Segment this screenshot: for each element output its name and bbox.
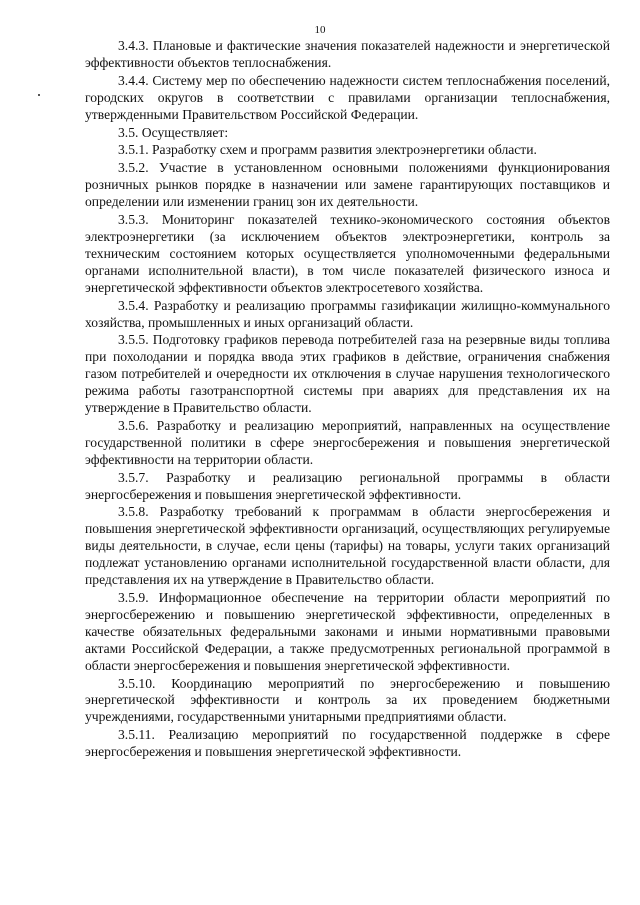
- paragraph-3-4-3: 3.4.3. Плановые и фактические значения показателей надежности и энергетической эффективности объектов теплоснабжения.: [85, 38, 610, 70]
- scan-speck: [38, 94, 40, 96]
- page-number: 10: [314, 24, 326, 36]
- document-body: [85, 38, 610, 761]
- paragraph-3-5: 3.5. Осуществляет:: [118, 124, 229, 140]
- paragraph-3-5-4: 3.5.4. Разработку и реализацию программы газификации жилищно-коммунального хозяйства, промышленных и иных организаций области.: [85, 297, 610, 330]
- paragraph-3-5-3: 3.5.3. Мониторинг показателей технико-экономического состояния объектов электроэнергетики (за исключением объектов электроэнергетики, контроль за техническим состоянием которых осуществляется уполномоченными федеральными органами исполнительной власти), в том числе показателей физического износа и энергетической эффективности объектов электросетевого хозяйства.: [85, 212, 610, 295]
- paragraph-3-5-2: 3.5.2. Участие в установленном основными положениями функционирования розничных рынков порядке в назначении или замене гарантирующих поставщиков и определении или изменении границ зон их деятельности.: [85, 160, 610, 210]
- paragraph-3-5-9: 3.5.9. Информационное обеспечение на территории области мероприятий по энергосбережению и повышению энергетической эффективности, определенных в качестве обязательных федеральными законами и иными нормативными правовыми актами Российской Федерации, а также предусмотренных региональной программой в области энергосбережения и повышения энергетической эффективности.: [85, 590, 610, 673]
- paragraph-3-5-10: 3.5.10. Координацию мероприятий по энергосбережению и повышению энергетической эффективности и контроль за их проведением бюджетными учреждениями, государственными унитарными предприятиями области.: [85, 675, 610, 725]
- paragraph-3-5-11: 3.5.11. Реализацию мероприятий по государственной поддержке в сфере энергосбережения и повышения энергетической эффективности.: [85, 727, 610, 760]
- paragraph-3-5-6: 3.5.6. Разработку и реализацию мероприятий, направленных на осуществление государственной политики в сфере энергосбережения и повышения энергетической эффективности на территории области.: [85, 417, 610, 467]
- paragraph-3-5-1: 3.5.1. Разработку схем и программ развития электроэнергетики области.: [118, 142, 537, 158]
- paragraph-3-5-5: 3.5.5. Подготовку графиков перевода потребителей газа на резервные виды топлива при похолодании и порядка ввода этих графиков в действие, ограничения снабжения газом потребителей и очередности их отключения в случае нарушения технологического режима работы газотранспортной системы при авариях для представления их на утверждение в Правительство области.: [85, 332, 610, 416]
- paragraph-3-5-8: 3.5.8. Разработку требований к программам в области энергосбережения и повышения энергетической эффективности организаций, осуществляющих регулируемые виды деятельности, в случае, если цены (тарифы) на товары, услуги таких организаций подлежат установлению органами исполнительной государственной власти области, для представления их на утверждение в Правительство области.: [85, 504, 610, 588]
- paragraph-3-5-7: 3.5.7. Разработку и реализацию региональной программы в области энергосбережения и повышения энергетической эффективности.: [85, 469, 610, 502]
- paragraph-3-4-4: 3.4.4. Систему мер по обеспечению надежности систем теплоснабжения поселений, городских округов в соответствии с правилами организации теплоснабжения, утвержденными Правительством Российской Федерации.: [85, 72, 610, 122]
